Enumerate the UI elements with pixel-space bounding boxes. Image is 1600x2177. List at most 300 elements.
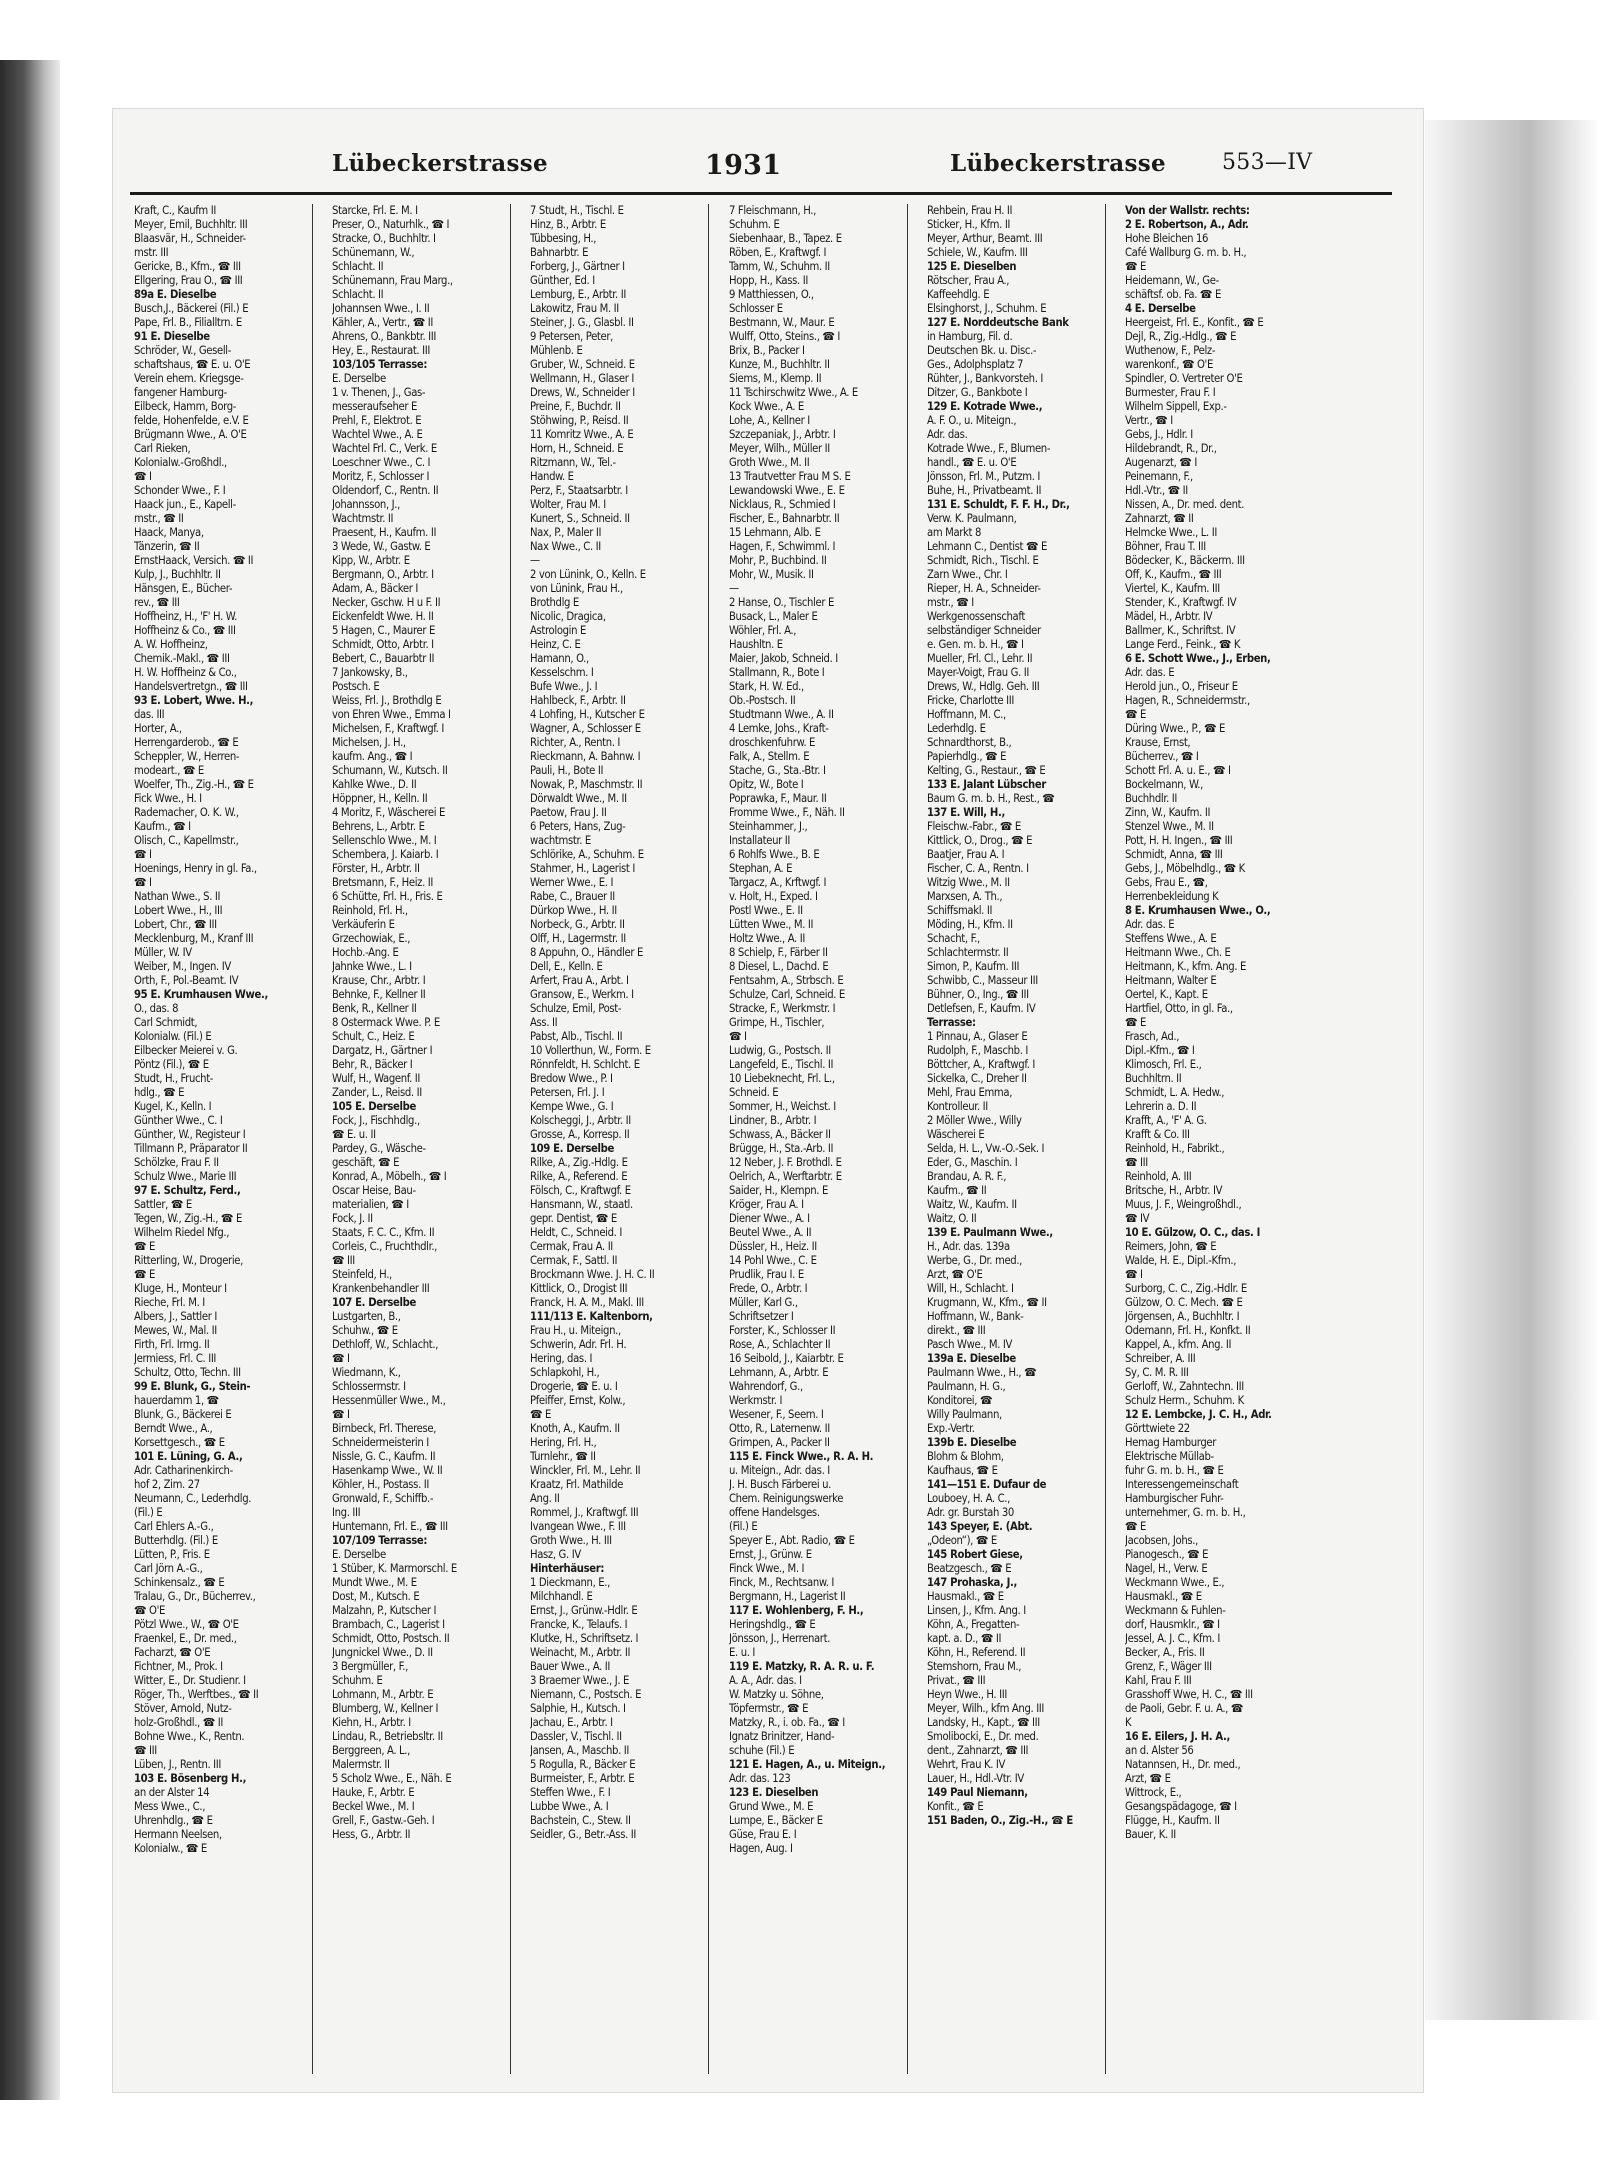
scan-left-edge <box>0 60 60 2100</box>
directory-entry-line: Reinhold, H., Fabrikt., <box>1125 1142 1225 1155</box>
directory-entry-line: Eder, G., Maschin. I <box>927 1156 1018 1169</box>
directory-entry-line: Ritterling, W., Drogerie, <box>134 1254 243 1267</box>
directory-entry-line: modeart., ☎ E <box>134 764 204 777</box>
directory-entry-line: Opitz, W., Bote I <box>729 778 804 791</box>
directory-entry-line: fangener Hamburg- <box>134 386 227 399</box>
directory-entry-line: 1 Pinnau, A., Glaser E <box>927 1030 1028 1043</box>
directory-entry-line: Szczepaniak, J., Arbtr. I <box>729 428 836 441</box>
directory-entry-line: Haack, Manya, <box>134 526 204 539</box>
directory-entry-line: Stender, K., Kraftwgf. IV <box>1125 596 1237 609</box>
directory-entry-line: Rademacher, O. K. W., <box>134 806 239 819</box>
directory-entry-line: Walde, H. E., Dipl.-Kfm., <box>1125 1254 1237 1267</box>
directory-entry-line: Eilbecker Meierei v. G. <box>134 1044 238 1057</box>
directory-entry-line: schaftshaus, ☎ E. u. O'E <box>134 358 251 371</box>
directory-entry-line: Bohne Wwe., K., Rentn. <box>134 1730 245 1743</box>
directory-entry-line: gepr. Dentist, ☎ E <box>530 1212 617 1225</box>
directory-entry-line: Witzig Wwe., M. II <box>927 876 1010 889</box>
directory-entry-line: Dörwaldt Wwe., M. II <box>530 792 627 805</box>
directory-entry-line: Olff, H., Lagermstr. II <box>530 932 626 945</box>
directory-entry-line: ☎ III <box>134 1744 157 1757</box>
directory-entry-line: 119 E. Matzky, R. A. R. u. F. <box>729 1660 875 1673</box>
directory-entry-line: Michelsen, J. H., <box>332 736 406 749</box>
directory-entry-line: Baum G. m. b. H., Rest., ☎ <box>927 792 1055 805</box>
directory-entry-line: Jessel, A. J. C., Kfm. I <box>1125 1632 1220 1645</box>
directory-entry-line: Hopp, H., Kass. II <box>729 274 808 287</box>
directory-entry-line: Steinhammer, J., <box>729 820 808 833</box>
directory-entry-line: Adr. das. E <box>1125 666 1175 679</box>
directory-entry-line: Astrologin E <box>530 624 586 637</box>
directory-entry-line: Schreiber, A. III <box>1125 1352 1196 1365</box>
directory-entry-line: 2 E. Robertson, A., Adr. <box>1125 218 1249 231</box>
directory-entry-line: Finck Wwe., M. I <box>729 1562 805 1575</box>
directory-entry-line: Orth, F., Pol.-Beamt. IV <box>134 974 239 987</box>
directory-entry-line: Mundt Wwe., M. E <box>332 1576 417 1589</box>
directory-entry-line: Hagen, Aug. I <box>729 1842 793 1855</box>
directory-entry-line: Heyn Wwe., H. III <box>927 1688 1007 1701</box>
directory-entry-line: Berndt Wwe., A., <box>134 1422 213 1435</box>
directory-entry-line: Hessenmüller Wwe., M., <box>332 1394 446 1407</box>
directory-entry-line: de Paoli, Gebr. F. u. A., ☎ <box>1125 1702 1244 1715</box>
directory-entry-line: Schlosser E <box>729 302 783 315</box>
directory-entry-line: Ahrens, O., Bankbtr. III <box>332 330 437 343</box>
directory-entry-line: Röger, Th., Werftbes., ☎ II <box>134 1688 259 1701</box>
directory-entry-line: Möding, H., Kfm. II <box>927 918 1013 931</box>
directory-entry-line: Mehl, Frau Emma, <box>927 1086 1013 1099</box>
directory-entry-line: Fromme Wwe., F., Näh. II <box>729 806 845 819</box>
directory-entry-line: Brockmann Wwe. J. H. C. II <box>530 1268 655 1281</box>
directory-entry-line: 111/113 E. Kaltenborn, <box>530 1310 653 1323</box>
directory-entry-line: Forster, K., Schlosser II <box>729 1324 836 1337</box>
directory-entry-line: Hänsgen, E., Bücher- <box>134 582 233 595</box>
directory-entry-line: Langefeld, E., Tischl. II <box>729 1058 834 1071</box>
directory-entry-line: Grzechowiak, E., <box>332 932 411 945</box>
directory-entry-line: (Fil.) E <box>729 1520 758 1533</box>
directory-entry-line: Gebs, J., Möbelhdlg., ☎ K <box>1125 862 1245 875</box>
directory-entry-line: Weckmann Wwe., E., <box>1125 1576 1225 1589</box>
directory-entry-line: Malermstr. II <box>332 1758 390 1771</box>
directory-entry-line: Uhrenhdlg., ☎ E <box>134 1814 213 1827</box>
directory-entry-line: Günther, Ed. I <box>530 274 595 287</box>
directory-entry-line: Ernst, J., Grünw. E <box>729 1548 812 1561</box>
directory-entry-line: Turnlehr., ☎ II <box>530 1450 596 1463</box>
directory-entry-line: Wagner, A., Schlosser E <box>530 722 641 735</box>
directory-entry-line: Jungnickel Wwe., D. II <box>332 1646 433 1659</box>
directory-entry-line: Wulff, Otto, Steins., ☎ I <box>729 330 841 343</box>
directory-entry-line: Lederhdlg. E <box>927 722 986 735</box>
directory-entry-line: Verein ehem. Kriegsge- <box>134 372 244 385</box>
directory-entry-line: Klimosch, Frl. E., <box>1125 1058 1202 1071</box>
directory-entry-line: 107 E. Derselbe <box>332 1296 416 1309</box>
directory-entry-line: Brambach, C., Lagerist I <box>332 1618 445 1631</box>
directory-entry-line: Postl Wwe., E. II <box>729 904 803 917</box>
directory-entry-line: Malzahn, P., Kutscher I <box>332 1604 437 1617</box>
directory-entry-line: Wöhler, Frl. A., <box>729 624 797 637</box>
directory-entry-line: Weinacht, M., Arbtr. II <box>530 1646 631 1659</box>
directory-entry-line: Hauke, F., Arbtr. E <box>332 1786 415 1799</box>
directory-entry-line: Salphie, H., Kutsch. I <box>530 1702 626 1715</box>
directory-entry-line: Nathan Wwe., S. II <box>134 890 221 903</box>
directory-entry-line: Frau H., u. Miteign., <box>530 1324 621 1337</box>
directory-entry-line: Becker, A., Fris. II <box>1125 1646 1205 1659</box>
directory-entry-line: Jermiess, Frl. C. III <box>134 1352 217 1365</box>
directory-entry-line: 8 E. Krumhausen Wwe., O., <box>1125 904 1271 917</box>
directory-entry-line: Adr. Catharinenkirch- <box>134 1464 233 1477</box>
directory-entry-line: Schröder, W., Gesell- <box>134 344 232 357</box>
directory-entry-line: Tegen, W., Zig.-H., ☎ E <box>134 1212 242 1225</box>
directory-entry-line: Böhner, Frau T. III <box>1125 540 1206 553</box>
directory-entry-line: Will, H., Schlacht. I <box>927 1282 1014 1295</box>
directory-entry-line: Lakowitz, Frau M. II <box>530 302 619 315</box>
directory-entry-line: Rieckmann, A. Bahnw. I <box>530 750 641 763</box>
directory-entry-line: Holtz Wwe., A. II <box>729 932 805 945</box>
directory-entry-line: Fraenkel, E., Dr. med., <box>134 1632 237 1645</box>
directory-entry-line: Blohm & Blohm, <box>927 1450 1004 1463</box>
directory-entry-line: Frede, O., Arbtr. I <box>729 1282 808 1295</box>
directory-entry-line: Klutke, H., Schriftsetz. I <box>530 1632 639 1645</box>
directory-entry-line: 5 Hagen, C., Maurer E <box>332 624 435 637</box>
directory-entry-line: 145 Robert Giese, <box>927 1548 1023 1561</box>
directory-entry-line: Gruber, W., Schneid. E <box>530 358 635 371</box>
directory-entry-line: Hagen, R., Schneidermstr., <box>1125 694 1250 707</box>
directory-entry-line: 6 E. Schott Wwe., J., Erben, <box>1125 652 1271 665</box>
directory-entry-line: Schuhm. E <box>332 1674 383 1687</box>
directory-entry-line: Kipp, W., Arbtr. E <box>332 554 410 567</box>
directory-entry-line: Weiss, Frl. J., Brothdlg E <box>332 694 442 707</box>
directory-entry-line: Krause, Chr., Arbtr. I <box>332 974 426 987</box>
directory-entry-line: Handelsvertretgn., ☎ III <box>134 680 248 693</box>
directory-entry-line: Hagen, F., Schwimml. I <box>729 540 836 553</box>
directory-entry-line: 151 Baden, O., Zig.-H., ☎ E <box>927 1814 1073 1827</box>
directory-entry-line: 125 E. Dieselben <box>927 260 1017 273</box>
directory-entry-line: Hdl.-Vtr., ☎ II <box>1125 484 1188 497</box>
directory-entry-line: Wellmann, H., Glaser I <box>530 372 634 385</box>
directory-entry-line: 4 Lemke, Johs., Kraft- <box>729 722 829 735</box>
directory-entry-line: Wolter, Frau M. I <box>530 498 606 511</box>
page-header <box>112 150 1424 190</box>
directory-entry-line: dorf, Hausmklr., ☎ I <box>1125 1618 1220 1631</box>
directory-entry-line: H. W. Hoffheinz & Co., <box>134 666 237 679</box>
directory-entry-line: Kaufhaus, ☎ E <box>927 1464 998 1477</box>
directory-entry-line: Adr. das. E <box>1125 918 1175 931</box>
directory-entry-line: Hemag Hamburger <box>1125 1436 1217 1449</box>
directory-entry-line: Necker, Gschw. H u F. II <box>332 596 441 609</box>
directory-entry-line: Lütten Wwe., M. II <box>729 918 814 931</box>
directory-entry-line: Gronwald, F., Schiffb.- <box>332 1492 434 1505</box>
directory-entry-line: Elsinghorst, J., Schuhm. E <box>927 302 1047 315</box>
directory-entry-line: Blumberg, W., Kellner I <box>332 1702 439 1715</box>
directory-entry-line: Otto, R., Laternenw. II <box>729 1422 830 1435</box>
directory-entry-line: Ang. II <box>530 1492 560 1505</box>
directory-entry-line: Bachstein, C., Stew. II <box>530 1814 631 1827</box>
directory-entry-line: 121 E. Hagen, A., u. Miteign., <box>729 1758 886 1771</box>
directory-entry-line: 89a E. Dieselbe <box>134 288 217 301</box>
directory-entry-line: Forberg, J., Gärtner I <box>530 260 625 273</box>
directory-entry-line: an der Alster 14 <box>134 1786 210 1799</box>
directory-entry-line: Wuthenow, F., Pelz- <box>1125 344 1216 357</box>
directory-entry-line: 12 E. Lembcke, J. C. H., Adr. <box>1125 1408 1272 1421</box>
directory-entry-line: Buchhltrn. II <box>1125 1072 1182 1085</box>
directory-entry-line: Schonder Wwe., F. I <box>134 484 226 497</box>
directory-entry-line: Stracke, F., Werkmstr. I <box>729 1002 836 1015</box>
directory-entry-line: 139 E. Paulmann Wwe., <box>927 1226 1053 1239</box>
directory-entry-line: dent., Zahnarzt, ☎ III <box>927 1744 1029 1757</box>
directory-entry-line: Dargatz, H., Gärtner I <box>332 1044 433 1057</box>
directory-entry-line: Kesselschm. I <box>530 666 594 679</box>
directory-entry-line: Schembera, J. Kaiarb. I <box>332 848 439 861</box>
directory-entry-line: Kaufm., ☎ II <box>927 1184 987 1197</box>
directory-entry-line: Hamann, O., <box>530 652 589 665</box>
directory-entry-line: Zahnarzt, ☎ II <box>1125 512 1194 525</box>
directory-entry-line: 10 E. Gülzow, O. C., das. I <box>1125 1226 1261 1239</box>
directory-entry-line: Lindner, B., Arbtr. I <box>729 1114 817 1127</box>
directory-entry-line: Seidler, G., Betr.-Ass. II <box>530 1828 637 1841</box>
directory-entry-line: Adr. das. 123 <box>729 1772 791 1785</box>
directory-entry-line: Schiffsmakl. II <box>927 904 993 917</box>
directory-entry-line: 109 E. Derselbe <box>530 1142 614 1155</box>
directory-entry-line: Spindler, O. Vertreter O'E <box>1125 372 1243 385</box>
directory-entry-line: Stemshorn, Frau M., <box>927 1660 1022 1673</box>
directory-entry-line: Pabst, Alb., Tischl. II <box>530 1030 623 1043</box>
directory-entry-line: Carl Schmidt, <box>134 1016 198 1029</box>
directory-entry-line: Rötscher, Frau A., <box>927 274 1010 287</box>
directory-entry-line: Groth Wwe., H. III <box>530 1534 612 1547</box>
directory-entry-line: Grimpe, H., Tischler, <box>729 1016 825 1029</box>
directory-entry-line: Kock Wwe., A. E <box>729 400 804 413</box>
directory-entry-line: messeraufseher E <box>332 400 418 413</box>
directory-entry-line: ☎ I <box>134 848 152 861</box>
directory-entry-line: Steffen Wwe., F. I <box>530 1786 611 1799</box>
directory-entry-line: Röben, E., Kraftwgf. I <box>729 246 827 259</box>
directory-entry-line: Michelsen, F., Kraftwgf. I <box>332 722 444 735</box>
directory-entry-line: Chem. Reinigungswerke <box>729 1492 844 1505</box>
directory-entry-line: Firth, Frl. Irmg. II <box>134 1338 210 1351</box>
directory-entry-line: Louboey, H. A. C., <box>927 1492 1010 1505</box>
directory-entry-line: Paetow, Frau J. II <box>530 806 607 819</box>
directory-entry-line: 14 Pohl Wwe., C. E <box>729 1254 817 1267</box>
directory-entry-line: Kaffeehdlg. E <box>927 288 990 301</box>
directory-entry-line: Johannsen Wwe., I. II <box>332 302 430 315</box>
directory-entry-line: ☎ E. u. II <box>332 1128 376 1141</box>
directory-entry-line: Arzt, ☎ O'E <box>927 1268 983 1281</box>
directory-entry-line: Zinn, W., Kaufm. II <box>1125 806 1211 819</box>
directory-entry-line: ☎ I <box>1125 1268 1143 1281</box>
directory-entry-line: Lustgarten, B., <box>332 1310 401 1323</box>
directory-entry-line: Sticker, H., Kfm. II <box>927 218 1011 231</box>
directory-entry-line: Bergmann, O., Arbtr. I <box>332 568 434 581</box>
directory-entry-line: Heidemann, W., Ge- <box>1125 274 1219 287</box>
directory-entry-line: 101 E. Lüning, G. A., <box>134 1450 243 1463</box>
directory-entry-line: Werner Wwe., E. I <box>530 876 614 889</box>
directory-entry-line: Britsche, H., Arbtr. IV <box>1125 1184 1223 1197</box>
directory-entry-line: Nax, P., Maler II <box>530 526 602 539</box>
directory-entry-line: 15 Lehmann, Alb. E <box>729 526 821 539</box>
directory-entry-line: Lauer, H., Hdl.-Vtr. IV <box>927 1772 1024 1785</box>
directory-entry-line: Schölzke, Frau F. II <box>134 1156 219 1169</box>
directory-entry-line: Grenz, F., Wäger III <box>1125 1660 1212 1673</box>
directory-entry-line: Drews, W., Hdlg. Geh. III <box>927 680 1040 693</box>
directory-entry-line: ErnstHaack, Versich. ☎ II <box>134 554 254 567</box>
directory-entry-line: Cermak, Frau A. II <box>530 1240 613 1253</box>
directory-entry-line: Nagel, H., Verw. E <box>1125 1562 1208 1575</box>
directory-entry-line: 7 Studt, H., Tischl. E <box>530 204 624 217</box>
directory-entry-line: Carl Ehlers A.-G., <box>134 1520 214 1533</box>
directory-entry-line: Mädel, H., Arbtr. IV <box>1125 610 1213 623</box>
directory-entry-line: Pardey, G., Wäsche- <box>332 1142 426 1155</box>
directory-entry-line: Dejl, R., Zig.-Hdlg., ☎ E <box>1125 330 1237 343</box>
directory-entry-line: Nax Wwe., C. II <box>530 540 601 553</box>
directory-entry-line: Schlörike, A., Schuhm. E <box>530 848 644 861</box>
directory-entry-line: Dost, M., Kutsch. E <box>332 1590 420 1603</box>
directory-entry-line: 6 Peters, Hans, Zug- <box>530 820 626 833</box>
directory-entry-line: Terrasse: <box>927 1016 976 1029</box>
directory-page <box>112 108 1424 2093</box>
directory-entry-line: Brügmann Wwe., A. O'E <box>134 428 247 441</box>
directory-entry-line: Günther, W., Registeur I <box>134 1128 246 1141</box>
directory-entry-line: Eilbeck, Hamm, Borg- <box>134 400 237 413</box>
directory-entry-line: Brothdlg E <box>530 596 579 609</box>
directory-entry-line: Hasz, G. IV <box>530 1548 581 1561</box>
directory-entry-line: Schult, C., Heiz. E <box>332 1030 415 1043</box>
directory-entry-line: Lobert, Chr., ☎ III <box>134 918 217 931</box>
directory-entry-line: Stark, H. W. Ed., <box>729 680 804 693</box>
directory-entry-line: Krugmann, W., Kfm., ☎ II <box>927 1296 1047 1309</box>
directory-entry-line: Fischer, E., Bahnarbtr. II <box>729 512 840 525</box>
directory-entry-line: Kraft, C., Kaufm II <box>134 204 216 217</box>
directory-entry-line: Hoffmann, M. C., <box>927 708 1006 721</box>
directory-entry-line: Adr. das. <box>927 428 968 441</box>
directory-entry-line: E. Derselbe <box>332 1548 386 1561</box>
directory-entry-line: 5 Scholz Wwe., E., Näh. E <box>332 1772 452 1785</box>
directory-entry-line: Fischer, C. A., Rentn. I <box>927 862 1029 875</box>
directory-entry-line: 7 Fleischmann, H., <box>729 204 816 217</box>
directory-entry-line: Ditzer, G., Bankbote I <box>927 386 1028 399</box>
directory-entry-line: Düssler, H., Heiz. II <box>729 1240 817 1253</box>
directory-entry-line: Perz, F., Staatsarbtr. I <box>530 484 628 497</box>
directory-entry-line: Köhn, A., Fregatten- <box>927 1618 1020 1631</box>
directory-entry-line: Buchhdlr. II <box>1125 792 1177 805</box>
directory-entry-line: Lubbe Wwe., A. I <box>530 1800 609 1813</box>
directory-entry-line: ☎ E <box>134 1240 156 1253</box>
directory-entry-line: ☎ III <box>332 1254 355 1267</box>
directory-entry-line: Schünemann, W., <box>332 246 415 259</box>
directory-entry-line: Kiehn, H., Arbtr. I <box>332 1716 411 1729</box>
directory-entry-line: Matzky, R., i. ob. Fa., ☎ I <box>729 1716 845 1729</box>
directory-entry-line: Wehrt, Frau K. IV <box>927 1758 1006 1771</box>
directory-entry-line: Wahrendorf, G., <box>729 1380 803 1393</box>
directory-entry-line: Oldendorf, C., Rentn. II <box>332 484 439 497</box>
directory-entry-line: Heldt, C., Schneid. I <box>530 1226 622 1239</box>
directory-entry-line: Krafft & Co. III <box>1125 1128 1190 1141</box>
directory-entry-line: Mecklenburg, M., Kranf III <box>134 932 254 945</box>
directory-entry-line: Sy, C. M. R. III <box>1125 1366 1189 1379</box>
directory-entry-line: Lohmann, M., Arbtr. E <box>332 1688 434 1701</box>
directory-entry-line: Busack, L., Maler E <box>729 610 818 623</box>
directory-entry-line: Schlapkohl, H., <box>530 1366 600 1379</box>
directory-entry-line: Detlefsen, F., Kaufm. IV <box>927 1002 1036 1015</box>
directory-entry-line: — <box>530 554 540 567</box>
directory-entry-line: Smolibocki, E., Dr. med. <box>927 1730 1039 1743</box>
directory-entry-line: Brügge, H., Sta.-Arb. II <box>729 1142 834 1155</box>
directory-entry-line: Schulze, Emil, Post- <box>530 1002 622 1015</box>
directory-entry-line: Hoffheinz, H., 'F' H. W. <box>134 610 237 623</box>
directory-entry-line: Privat., ☎ III <box>927 1674 986 1687</box>
directory-entry-line: 139a E. Dieselbe <box>927 1352 1016 1365</box>
directory-entry-line: Förster, H., Arbtr. II <box>332 862 420 875</box>
directory-entry-line: Fölsch, C., Kraftwgf. E <box>530 1184 631 1197</box>
directory-entry-line: Reinhold, Frl. H., <box>332 904 408 917</box>
directory-entry-line: ☎ O'E <box>134 1604 166 1617</box>
directory-entry-line: Tillmann P., Präparator II <box>134 1142 248 1155</box>
directory-entry-line: Groth Wwe., M. II <box>729 456 810 469</box>
directory-entry-line: Schmidt, Rich., Tischl. E <box>927 554 1039 567</box>
directory-entry-line: 4 E. Derselbe <box>1125 302 1196 315</box>
directory-entry-line: Marxsen, A. Th., <box>927 890 1003 903</box>
directory-entry-line: Stracke, O., Buchhltr. I <box>332 232 436 245</box>
directory-entry-line: Meyer, Emil, Buchhltr. III <box>134 218 248 231</box>
directory-entry-line: Görttwiete 22 <box>1125 1422 1190 1435</box>
directory-entry-line: Wachtel Frl. C., Verk. E <box>332 442 437 455</box>
directory-entry-line: Staats, F. C. C., Kfm. II <box>332 1226 435 1239</box>
directory-entry-line: Rudolph, F., Maschb. I <box>927 1044 1029 1057</box>
directory-entry-line: Güse, Frau E. I <box>729 1828 797 1841</box>
directory-entry-line: ☎ E <box>530 1408 552 1421</box>
directory-entry-line: Nissle, G. C., Kaufm. II <box>332 1450 436 1463</box>
directory-entry-line: Praesent, H., Kaufm. II <box>332 526 437 539</box>
directory-column-1 <box>134 204 313 2074</box>
directory-entry-line: Schmidt, Otto, Postsch. II <box>332 1632 450 1645</box>
directory-entry-line: Pape, Frl. B., Filialltrn. E <box>134 316 242 329</box>
directory-entry-line: Lumpe, E., Bäcker E <box>729 1814 823 1827</box>
directory-entry-line: Rehbein, Frau H. II <box>927 204 1013 217</box>
directory-entry-line: Hausmakl., ☎ E <box>1125 1590 1202 1603</box>
directory-column-4 <box>729 204 908 2074</box>
directory-entry-line: Schlacht. II <box>332 288 384 301</box>
directory-entry-line: Nicolic, Dragica, <box>530 610 606 623</box>
directory-entry-line: Hoffmann, W., Bank- <box>927 1310 1024 1323</box>
directory-entry-line: 8 Schielp, F., Färber II <box>729 946 828 959</box>
directory-entry-line: ☎ E <box>1125 1520 1147 1533</box>
directory-entry-line: Dipl.-Kfm., ☎ I <box>1125 1044 1195 1057</box>
directory-entry-line: Paulmann Wwe., H., ☎ <box>927 1366 1037 1379</box>
directory-entry-line: Ges., Adolphsplatz 7 <box>927 358 1024 371</box>
directory-entry-line: Oertel, K., Kapt. E <box>1125 988 1208 1001</box>
directory-entry-line: Hamburgischer Fuhr- <box>1125 1492 1224 1505</box>
directory-entry-line: Grasshoff Wwe, H. C., ☎ III <box>1125 1688 1253 1701</box>
directory-entry-line: Werkmstr. I <box>729 1394 783 1407</box>
directory-entry-line: Werkgenossenschaft <box>927 610 1025 623</box>
directory-entry-line: Bahnarbtr. E <box>530 246 589 259</box>
directory-entry-line: Wilhelm Sippell, Exp.- <box>1125 400 1227 413</box>
directory-entry-line: 2 von Lünink, O., Kelln. E <box>530 568 646 581</box>
directory-entry-line: 3 Braemer Wwe., J. E <box>530 1674 630 1687</box>
directory-entry-line: Herrenbekleidung K <box>1125 890 1219 903</box>
directory-entry-line: 149 Paul Niemann, <box>927 1786 1028 1799</box>
directory-entry-line: Mohr, P., Buchbind. II <box>729 554 827 567</box>
directory-entry-line: 91 E. Dieselbe <box>134 330 210 343</box>
directory-entry-line: Sattler, ☎ E <box>134 1198 192 1211</box>
directory-entry-line: Kittlick, O., Drog., ☎ E <box>927 834 1033 847</box>
directory-entry-line: Krafft, A., 'F' A. G. <box>1125 1114 1207 1127</box>
directory-entry-line: Jörgensen, A., Buchhltr. I <box>1125 1310 1240 1323</box>
street-title-right: Lübeckerstrasse <box>950 150 1166 177</box>
directory-entry-line: Schünemann, Frau Marg., <box>332 274 453 287</box>
directory-entry-line: Mühlenb. E <box>530 344 583 357</box>
directory-entry-line: Knoth, A., Kaufm. II <box>530 1422 620 1435</box>
directory-entry-line: 2 Hanse, O., Tischler E <box>729 596 834 609</box>
directory-entry-line: Weckmann & Fuhlen- <box>1125 1604 1226 1617</box>
directory-entry-line: Prehl, F., Elektrot. E <box>332 414 422 427</box>
street-title-left: Lübeckerstrasse <box>332 150 548 177</box>
